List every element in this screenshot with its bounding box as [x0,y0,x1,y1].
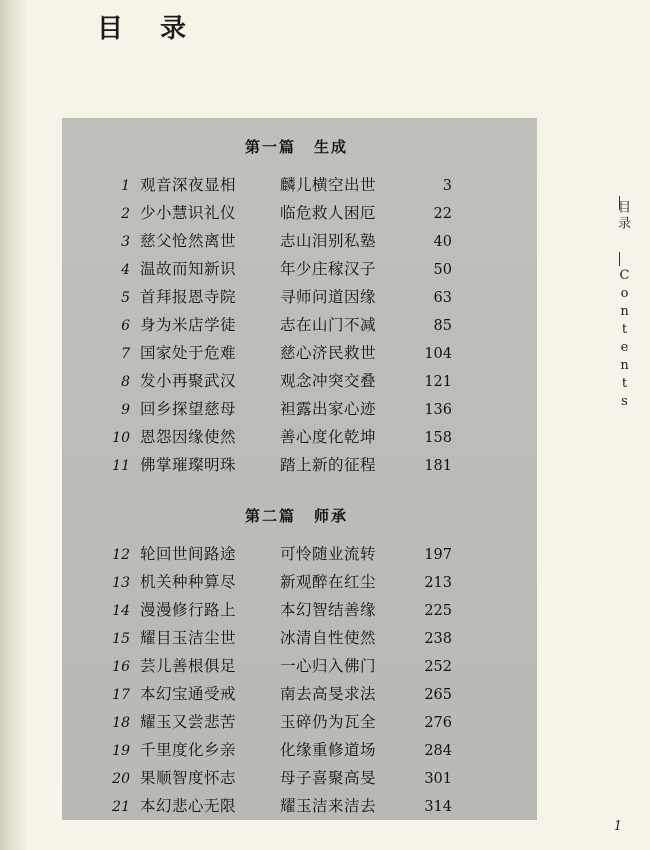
entry-page-number: 40 [433,234,452,250]
entry-page-number: 121 [424,374,452,390]
list-item[interactable] [84,227,509,255]
entry-title-part2: 志山泪别私塾 [280,232,377,250]
list-item[interactable] [84,680,509,708]
entry-title-part2: 寻师问道因缘 [280,288,377,306]
entry-title-part1: 回乡探望慈母 [140,400,237,418]
entry-number: 18 [112,715,130,731]
entry-title-part2: 袒露出家心迹 [280,400,377,418]
entry-title-part2: 善心度化乾坤 [280,428,377,446]
entry-number: 1 [121,178,130,194]
entry-number: 16 [112,659,130,675]
entry-title-part1: 少小慧识礼仪 [140,204,237,222]
list-item[interactable] [84,652,509,680]
entry-title-part1: 本幻悲心无限 [140,797,237,815]
entry-title-part1: 温故而知新识 [140,260,237,278]
section-heading-1 [84,136,509,157]
section-name-2: 师承 [314,507,349,525]
entry-page-number: 3 [442,178,452,194]
entry-title-part1: 机关种种算尽 [140,573,237,591]
entry-number: 3 [121,234,130,250]
list-item[interactable] [84,171,509,199]
entry-page-number: 301 [424,771,452,787]
list-item[interactable] [84,199,509,227]
list-item[interactable] [84,624,509,652]
entry-page-number: 136 [424,402,452,418]
side-label-cn: 目录 [615,200,630,232]
entry-title-part1: 佛掌璀璨明珠 [140,456,237,474]
entry-number: 14 [112,603,130,619]
entry-page-number: 158 [424,430,452,446]
entry-title-part1: 耀目玉洁尘世 [140,629,237,647]
list-item[interactable] [84,311,509,339]
entry-page-number: 252 [424,659,452,675]
page-binding-edge [0,0,26,850]
list-item[interactable] [84,255,509,283]
entry-number: 13 [112,575,130,591]
section-heading-2 [84,505,509,526]
entry-title-part1: 恩怨因缘使然 [140,428,237,446]
entry-title-part1: 观音深夜显相 [140,176,237,194]
entry-page-number: 197 [424,547,452,563]
entry-title-part1: 果顺智度怀志 [140,769,237,787]
list-item[interactable] [84,451,509,479]
entry-title-part2: 踏上新的征程 [280,456,377,474]
entry-number: 4 [121,262,130,278]
entry-title-part2: 耀玉洁来洁去 [280,797,377,815]
entry-number: 17 [112,687,130,703]
entry-title-part2: 本幻智结善缘 [280,601,377,619]
entry-title-part1: 首拜报恩寺院 [140,288,237,306]
list-item[interactable] [84,596,509,624]
entry-page-number: 181 [424,458,452,474]
entry-title-part2: 志在山门不减 [280,316,377,334]
entry-page-number: 104 [424,346,452,362]
entry-title-part1: 国家处于危难 [140,344,237,362]
section-label-1: 第一篇 [244,138,296,156]
entry-title-part1: 身为米店学徒 [140,316,237,334]
entry-page-number: 238 [424,631,452,647]
entry-page-number: 85 [433,318,452,334]
entry-number: 12 [112,547,130,563]
side-label-latin: Contents [617,268,632,412]
toc-list-section-2 [84,540,509,820]
entry-title-part1: 耀玉又尝悲苦 [140,713,237,731]
entry-title-part2: 麟儿横空出世 [280,176,377,194]
entry-title-part1: 本幻宝通受戒 [140,685,237,703]
entry-page-number: 265 [424,687,452,703]
entry-title-part2: 母子喜聚高旻 [280,769,377,787]
entry-title-part1: 发小再聚武汉 [140,372,237,390]
entry-number: 9 [121,402,130,418]
entry-title-part1: 芸儿善根俱足 [140,657,237,675]
entry-page-number: 276 [424,715,452,731]
list-item[interactable] [84,708,509,736]
entry-number: 20 [112,771,130,787]
entry-title-part2: 慈心济民救世 [280,344,377,362]
section-name-1: 生成 [314,138,349,156]
entry-title-part1: 轮回世间路途 [140,545,237,563]
list-item[interactable] [84,283,509,311]
entry-title-part1: 慈父怆然离世 [140,232,237,250]
entry-number: 10 [112,430,130,446]
list-item[interactable] [84,540,509,568]
list-item[interactable] [84,423,509,451]
running-side-label [613,200,632,232]
list-item[interactable] [84,367,509,395]
entry-number: 6 [121,318,130,334]
entry-title-part2: 玉碎仍为瓦全 [280,713,377,731]
entry-page-number: 50 [433,262,452,278]
entry-page-number: 284 [424,743,452,759]
entry-number: 7 [121,346,130,362]
list-item[interactable] [84,736,509,764]
page-title: 目 录 [97,14,201,44]
entry-title-part2: 临危救人困厄 [280,204,377,222]
entry-page-number: 213 [424,575,452,591]
list-item[interactable] [84,764,509,792]
entry-number: 19 [112,743,130,759]
entry-number: 8 [121,374,130,390]
entry-title-part1: 漫漫修行路上 [140,601,237,619]
side-label-rule-bottom [619,252,620,266]
entry-page-number: 225 [424,603,452,619]
section-label-2: 第二篇 [244,507,296,525]
entry-number: 15 [112,631,130,647]
list-item[interactable] [84,339,509,367]
toc-list-section-1 [84,171,509,479]
entry-page-number: 314 [424,799,452,815]
entry-title-part2: 一心归入佛门 [280,657,377,675]
entry-number: 21 [112,799,130,815]
list-item[interactable] [84,568,509,596]
entry-number: 2 [121,206,130,222]
entry-title-part2: 新观醉在红尘 [280,573,377,591]
entry-page-number: 22 [433,206,452,222]
entry-title-part2: 冰清自性使然 [280,629,377,647]
entry-number: 11 [112,458,130,474]
entry-title-part2: 观念冲突交叠 [280,372,377,390]
entry-title-part2: 年少庄稼汉子 [280,260,377,278]
entry-title-part2: 可怜随业流转 [280,545,377,563]
entry-number: 5 [121,290,130,306]
list-item[interactable] [84,792,509,820]
entry-title-part2: 南去高旻求法 [280,685,377,703]
entry-title-part2: 化缘重修道场 [280,741,377,759]
table-of-contents-panel [62,118,537,820]
entry-page-number: 63 [433,290,452,306]
page-folio-number: 1 [613,819,622,834]
entry-title-part1: 千里度化乡亲 [140,741,237,759]
running-side-label-latin [617,268,632,412]
list-item[interactable] [84,395,509,423]
